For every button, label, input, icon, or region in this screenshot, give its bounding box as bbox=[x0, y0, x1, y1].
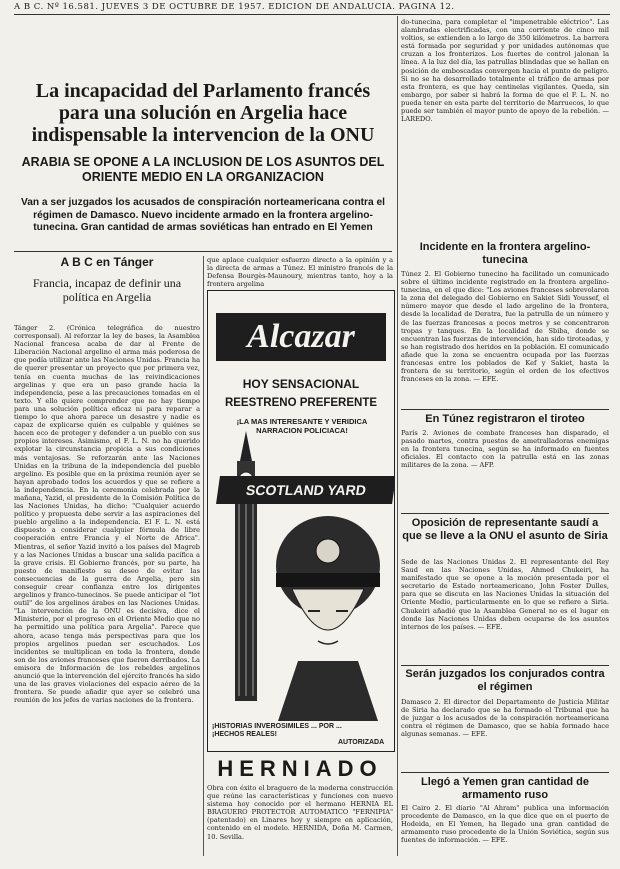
right-rule-4 bbox=[401, 772, 609, 773]
right-section-1-body: Túnez 2. El Gobierno tunecino ha facilitado un comunicado sobre el último incidente registrado en la frontera argelino-tunecina, en el que dice: "Los aviones franceses sobrevolaron la zona del delegado del Gobierno en Sakiet Sidi Youssef, el número mayor que desde el lado argelino de la frontera, desde la localidad de Deratra, fue la patrulla de un número y de las fuerzas francesas a pocos metros y se concentraron tropas y tanques. En la localidad de Sbiba, donde se encuentran las fuerzas de intervención, han sido tiroteadas, y se han registrado dos heridos en la población. El comunicado añade que la zona se encuentra ocupada por las fuerzas francesas entre los poblados de Kef y Sakiet, hasta la frontera de su territorio, según el orden de los efectivos franceses en la zona. — EFE. bbox=[401, 270, 609, 384]
right-rule-2 bbox=[401, 513, 609, 514]
alcazar-logo: Alcazar bbox=[216, 313, 386, 361]
policeman-illustration bbox=[258, 511, 388, 721]
right-divider bbox=[397, 16, 398, 856]
deck-rule bbox=[14, 251, 392, 252]
right-top-text: do-tunecina, para completar el "impenetrable eléctrico". Las alambradas electrificadas, con una corriente de cinco mil voltios, se extienden a lo largo de 350 kilómetros. La barrera está formada por seguridad y por unidades autónomas que cruzan a los fronterizos. Los fuertes de control jalonan la línea. A la luz del día, las patrullas blindadas que se hallan en posición de emboscadas convergen hacia el punto de peligro. Si no se ha desarrollado totalmente el tráfico de armas por esta frontera, es que hay centinelas vigilantes. Queda, sin embargo, por saber si habrá la forma de que el F. L. N. no pueda tener en esta parte del territorio de Marruecos, lo que puede ser también el mayor punto de apoyo de la rebelión. — LAREDO. bbox=[401, 18, 609, 124]
right-section-4-title: Serán juzgados los conjurados contra el régimen bbox=[405, 668, 605, 693]
right-section-5-title: Llegó a Yemen gran cantidad de armamento ruso bbox=[421, 776, 589, 801]
left-title: Francia, incapaz de definir una política en Argelia bbox=[32, 276, 182, 304]
deck: Van a ser juzgados los acusados de conspiración norteamericana contra el régimen de Damasco. Nuevo incidente armado en la frontera argelino-tunecina. Gran cantidad de armas soviéticas han entrado en El Yemen bbox=[20, 197, 386, 233]
column-divider bbox=[203, 256, 204, 856]
ad-line-1: HOY SENSACIONAL bbox=[242, 377, 360, 391]
main-headline: La incapacidad del Parlamento francés para una solución en Argelia hace indispensable la intervencion de la ONU bbox=[31, 80, 375, 146]
scotland-yard-title: SCOTLAND YARD bbox=[216, 476, 395, 504]
right-section-1-title: Incidente en la frontera argelino-tunecina bbox=[419, 241, 591, 266]
left-kicker: A B C en Tánger bbox=[60, 255, 154, 269]
right-section-3-title: Oposición de representante saudí a que se lleve a la ONU el asunto de Siria bbox=[402, 517, 608, 542]
right-section-5-body: El Cairo 2. El diario "Al Ahram" publica una información procedente de Damasco, en la que dice que en el puerto de Hodeida, en El Yemen, ha llegado una gran cantidad de armamento ruso procedente de la Unión Soviética, según sus fuentes de información. — EFE. bbox=[401, 804, 609, 845]
right-rule-3 bbox=[401, 665, 609, 666]
header-rule bbox=[14, 14, 610, 15]
right-section-2-title: En Túnez registraron el tiroteo bbox=[425, 413, 585, 425]
herniado-body: Obra con éxito el braguero de la moderna construcción que reúne las características y funciones con nuevo sistema hoy conocido por el hermano HERNIA EL BRAGUERO PROTECTOR AUTOMATICO "FERNIPIA" (patentado) en Linares hoy y siempre en aplicación, contenido en el modelo. HERNIDA, Doña M. Carmen, 10. Sevilla. bbox=[207, 784, 393, 841]
left-body: Tánger 2. (Crónica telegráfica de nuestro corresponsal). Al reforzar la ley de bases, la Asamblea Nacional francesa acaba de dar al Frente de Liberación Nacional argelino el arma más poderosa de que podía utilizar ante las Naciones Unidas. Francia ha de querer presentar un proyecto que por primera vez, tenía en cuenta muchas de las reivindicaciones argelinas y que era un paso grande hacia la independencia, pese a las precauciones tomadas en el texto. Y ello quiere comprender que no hay tiempo para una solución política eficaz ni para reparar a tiempo lo que ahora parece un desastre y nadie es capaz de explicarse quién es culpable y quiénes se hacen eco de proteger y defender a un pueblo con sus propios intereses. Asimismo, el F. L. N. no ha querido explotar la circunstancia propicia a sus condiciones más ventajosas. Se reforzarán ante las Naciones Unidas en la tribuna de la independencia del pueblo argelino. Es posible que en la próxima reunión ayer se hayan aprobado todos los acuerdos y que se refiere a la independencia. En la ceremonia celebrada por la mañana, Yazid, el presidente de la Comisión Política de las Naciones Unidas, ha dicho: "Cualquier acuerdo político y propuesta debe servir a las aspiraciones del pueblo argelino a la independencia. El F. L. N. está dispuesto a considerar cualquier fórmula de libre cooperación entre Francia y el Norte de Africa". Mientras, el señor Yazid invitó a los países del Magreb y a las Naciones Unidas a buscar una salida pacífica a la grave crisis. El Gobierno francés, por su parte, ha puesto de manifiesto su deseo de evitar las consecuencias de la guerra de Argelia, pero sin conseguir crear confianza entre los dirigentes argelinos y franco-tunecinos. Se puede anticipar el "lot outil" de los argelinos árabes en las Naciones Unidas. "La intervención de la ONU es decisiva, dice el Ministerio, por el progreso en el Oriente Medio que no ha permitido una política para Argelia". Parece que ahora, acaso tenga más perspectivas para que los propios argelinos puedan ser escuchados. Los incidentes se multiplican en toda la frontera, donde son de los aviones franceses que fueron derribados. La emisora de Información de los rebeldes argelinos anunció que la intervención del ejército francés ha sido una de las graves violaciones del espacio aéreo de la frontera. Se puede añadir que ayer se celebró una reunión de los jefes de varias naciones de la frontera. bbox=[14, 324, 200, 705]
right-section-4-body: Damasco 2. El director del Departamento de Justicia Militar de Siria ha declarado que se ha formado el Tribunal que ha de juzgar a los acusados de la conspiración norteamericana contra el régimen de Damasco, que se había formado hace algunas semanas. — EFE. bbox=[401, 698, 609, 739]
ad-footer: ¡HISTORIAS INVEROSIMILES ... POR ... ¡HECHOS REALES! bbox=[212, 723, 342, 738]
herniado-title: HERNIADO bbox=[217, 756, 383, 781]
subheadline: ARABIA SE OPONE A LA INCLUSION DE LOS ASUNTOS DEL ORIENTE MEDIO EN LA ORGANIZACION bbox=[21, 155, 385, 184]
ad-line-2: REESTRENO PREFERENTE bbox=[224, 397, 378, 409]
ad-rating: AUTORIZADA bbox=[338, 739, 385, 746]
alcazar-ad bbox=[207, 290, 395, 752]
right-section-3-body: Sede de las Naciones Unidas 2. El representante del Rey Saud en las Naciones Unidas, Ahmed Chukeiri, ha manifestado que se opone a la moción presentada por el secretario de Estado norteamericano, John Foster Dulles, para que se discuta en las Naciones Unidas la situación del Oriente Medio, particularmente en lo que se refiere a Siria. Chukeiri añadió que la Asamblea General no es el lugar en donde las Naciones Unidas deben ocuparse de los asuntos internos de los países. — EFE. bbox=[401, 558, 609, 631]
right-rule-1 bbox=[401, 409, 609, 410]
right-section-2-body: París 2. Aviones de combate franceses han disparado, el pasado martes, contra puestos de ametralladoras enemigas en la frontera tunecina, según se ha informado en fuentes oficiales. El contacto con la patrulla está en las zonas militares de la zona. — AFP. bbox=[401, 429, 609, 470]
page-header: A B C. Nº 16.581. JUEVES 3 DE OCTUBRE DE 1957. EDICION DE ANDALUCIA. PAGINA 12. bbox=[14, 2, 455, 12]
middle-top-text: que aplace cualquier esfuerzo directo a la opinión y a la directa de armas a Túnez. El ministro francés de la Defensa Bourgès-Maunoury, mientras tanto, hoy a la frontera argelina bbox=[207, 256, 393, 288]
ad-line-3: ¡LA MAS INTERESANTE Y VERIDICA NARRACION POLICIACA! bbox=[236, 417, 368, 435]
